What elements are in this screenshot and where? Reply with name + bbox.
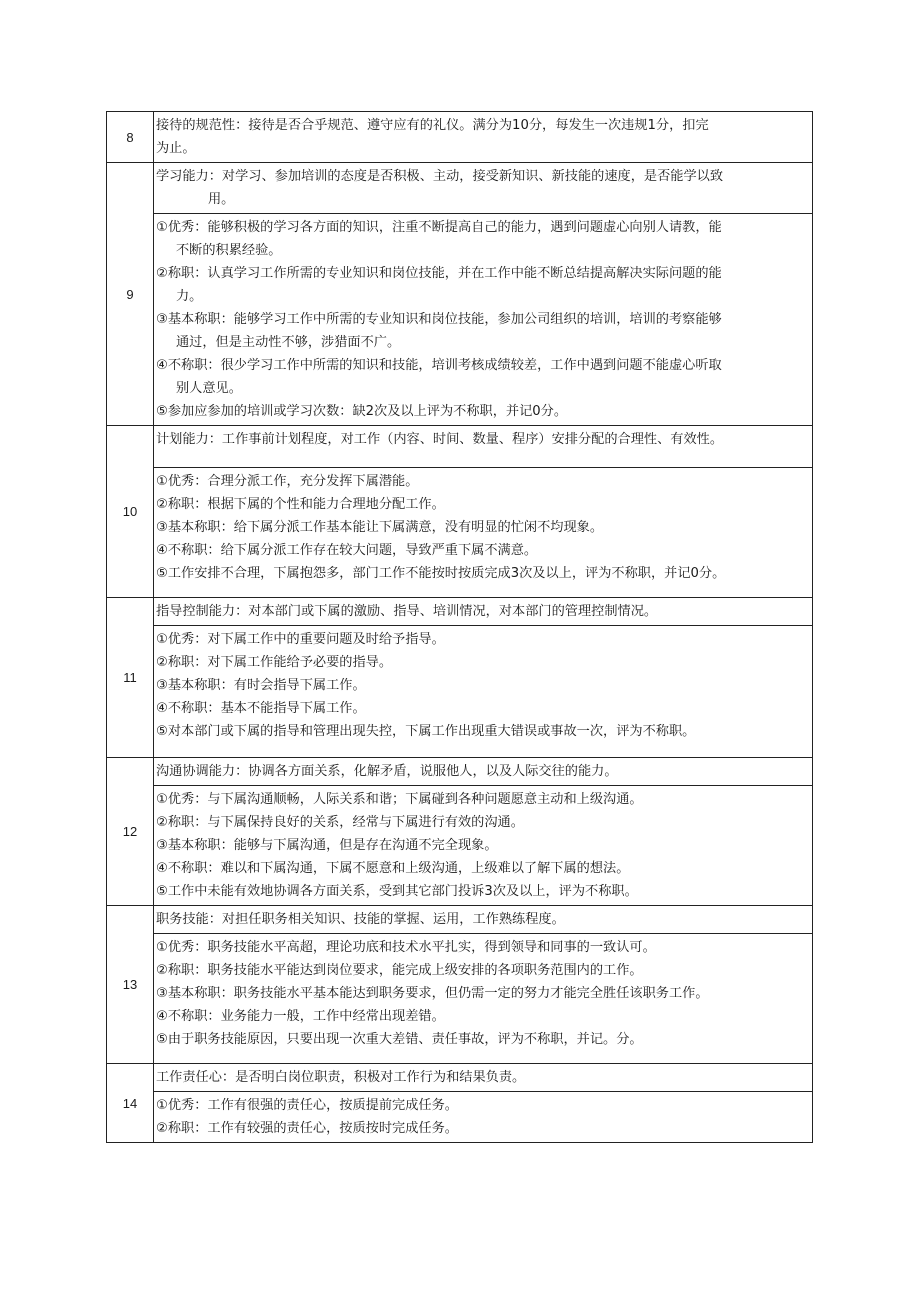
criterion-levels (154, 1092, 812, 1142)
level-item-text: ③基本称职：能够与下属沟通，但是存在沟通不完全现象。 (156, 838, 498, 853)
table-row (107, 426, 812, 598)
level-item (156, 720, 808, 743)
criterion-title-text: 职务技能：对担任职务相关知识、技能的掌握、运用，工作熟练程度。 (156, 912, 565, 927)
level-item (156, 982, 808, 1005)
row-content (154, 112, 812, 162)
level-item (156, 539, 808, 562)
level-item-text: ③基本称职：职务技能水平基本能达到职务要求，但仍需一定的努力才能完全胜任该职务工作。 (156, 986, 709, 1001)
row-content (154, 426, 812, 597)
criterion-levels (154, 934, 812, 1063)
level-item (156, 959, 808, 982)
level-item-text: ④不称职：难以和下属沟通，下属不愿意和上级沟通，上级难以了解下属的想法。 (156, 861, 630, 876)
level-item-text: ③基本称职：能够学习工作中所需的专业知识和岗位技能，参加公司组织的培训，培训的考察能够 (156, 312, 722, 327)
row-number: 10 (107, 426, 154, 597)
level-item-text: ⑤工作安排不合理，下属抱怨多，部门工作不能按时按质完成3次及以上，评为不称职，并记0分。 (156, 566, 726, 581)
row-content (154, 1064, 812, 1142)
level-item-text: ⑤由于职务技能原因，只要出现一次重大差错、责任事故，评为不称职，并记。分。 (156, 1032, 643, 1047)
level-item-text: ⑤参加应参加的培训或学习次数：缺2次及以上评为不称职，并记0分。 (156, 404, 568, 419)
level-item (156, 562, 808, 585)
criterion-title (154, 758, 812, 786)
table-row (107, 1064, 812, 1142)
row-content (154, 163, 812, 425)
level-item-text: ①优秀：能够积极的学习各方面的知识，注重不断提高自己的能力，遇到问题虚心向别人请教，能 (156, 220, 722, 235)
criterion-title-text: 工作责任心：是否明白岗位职责，积极对工作行为和结果负责。 (156, 1070, 526, 1085)
criterion-title-continuation: 用。 (208, 192, 235, 207)
criterion-title-text: 计划能力：工作事前计划程度，对工作（内容、时间、数量、程序）安排分配的合理性、有效性。 (156, 432, 724, 447)
table-row (107, 163, 812, 426)
level-item-text: ②称职：与下属保持良好的关系，经常与下属进行有效的沟通。 (156, 815, 524, 830)
level-item (156, 1117, 808, 1140)
row-number: 9 (107, 163, 154, 425)
level-item-text: ④不称职：业务能力一般，工作中经常出现差错。 (156, 1009, 445, 1024)
row-number: 8 (107, 112, 154, 162)
level-item (156, 697, 808, 720)
level-item (156, 470, 808, 493)
level-item (156, 308, 808, 354)
level-item (156, 1094, 808, 1117)
row-content (154, 906, 812, 1063)
level-item (156, 788, 808, 811)
level-item-text: ③基本称职：有时会指导下属工作。 (156, 678, 366, 693)
row-content (154, 758, 812, 905)
level-item-text: ④不称职：很少学习工作中所需的知识和技能，培训考核成绩较差，工作中遇到问题不能虚心听取 (156, 358, 722, 373)
level-item-text: ⑤对本部门或下属的指导和管理出现失控，下属工作出现重大错误或事故一次，评为不称职。 (156, 724, 696, 739)
row-content (154, 598, 812, 757)
table-row (107, 906, 812, 1064)
table-row (107, 758, 812, 906)
level-item (156, 493, 808, 516)
row-number: 14 (107, 1064, 154, 1142)
level-item-text: ②称职：认真学习工作所需的专业知识和岗位技能，并在工作中能不断总结提高解决实际问题的能 (156, 266, 722, 281)
level-item-text: ①优秀：与下属沟通顺畅，人际关系和谐；下属碰到各种问题愿意主动和上级沟通。 (156, 792, 643, 807)
level-item-continuation: 不断的积累经验。 (176, 243, 282, 258)
row-number: 11 (107, 598, 154, 757)
level-item-text: ②称职：职务技能水平能达到岗位要求，能完成上级安排的各项职务范围内的工作。 (156, 963, 643, 978)
criterion-levels (154, 626, 812, 757)
criterion-title (154, 906, 812, 934)
level-item (156, 400, 808, 423)
criterion-title (154, 112, 812, 162)
row-number: 13 (107, 906, 154, 1063)
table-row (107, 112, 812, 163)
level-item (156, 216, 808, 262)
level-item (156, 857, 808, 880)
criterion-title (154, 1064, 812, 1092)
level-item (156, 262, 808, 308)
level-item-text: ①优秀：工作有很强的责任心，按质提前完成任务。 (156, 1098, 458, 1113)
level-item (156, 811, 808, 834)
level-item (156, 516, 808, 539)
criterion-levels (154, 214, 812, 425)
level-item (156, 628, 808, 651)
criterion-title-text: 指导控制能力：对本部门或下属的激励、指导、培训情况，对本部门的管理控制情况。 (156, 604, 658, 619)
level-item-text: ②称职：根据下属的个性和能力合理地分配工作。 (156, 497, 445, 512)
level-item-continuation: 力。 (176, 289, 203, 304)
level-item-text: ②称职：工作有较强的责任心，按质按时完成任务。 (156, 1121, 458, 1136)
level-item-continuation: 别人意见。 (176, 381, 242, 396)
level-item-continuation: 通过，但是主动性不够，涉猎面不广。 (176, 335, 401, 350)
level-item-text: ⑤工作中未能有效地协调各方面关系，受到其它部门投诉3次及以上，评为不称职。 (156, 884, 638, 899)
level-item-text: ②称职：对下属工作能给予必要的指导。 (156, 655, 393, 670)
row-number: 12 (107, 758, 154, 905)
criterion-title (154, 426, 812, 468)
criterion-title (154, 598, 812, 626)
level-item (156, 1005, 808, 1028)
criterion-title-text: 学习能力：对学习、参加培训的态度是否积极、主动，接受新知识、新技能的速度，是否能学以致 (156, 169, 724, 184)
level-item (156, 674, 808, 697)
level-item-text: ①优秀：职务技能水平高超，理论功底和技术水平扎实，得到领导和同事的一致认可。 (156, 940, 656, 955)
level-item-text: ④不称职：给下属分派工作存在较大问题，导致严重下属不满意。 (156, 543, 538, 558)
criterion-levels (154, 786, 812, 905)
level-item-text: ④不称职：基本不能指导下属工作。 (156, 701, 366, 716)
level-item (156, 936, 808, 959)
level-item (156, 651, 808, 674)
level-item (156, 880, 808, 903)
table-row (107, 598, 812, 758)
criterion-title-continuation: 为止。 (156, 141, 196, 156)
level-item (156, 834, 808, 857)
level-item-text: ③基本称职：给下属分派工作基本能让下属满意，没有明显的忙闲不均现象。 (156, 520, 604, 535)
level-item-text: ①优秀：合理分派工作，充分发挥下属潜能。 (156, 474, 419, 489)
criterion-title-text: 接待的规范性：接待是否合乎规范、遵守应有的礼仪。满分为10分，每发生一次违规1分，扣完 (156, 118, 709, 133)
criterion-title-text: 沟通协调能力：协调各方面关系，化解矛盾，说服他人，以及人际交往的能力。 (156, 764, 618, 779)
evaluation-table (106, 111, 813, 1143)
level-item-text: ①优秀：对下属工作中的重要问题及时给予指导。 (156, 632, 445, 647)
criterion-title (154, 163, 812, 214)
criterion-levels (154, 468, 812, 597)
level-item (156, 354, 808, 400)
level-item (156, 1028, 808, 1051)
